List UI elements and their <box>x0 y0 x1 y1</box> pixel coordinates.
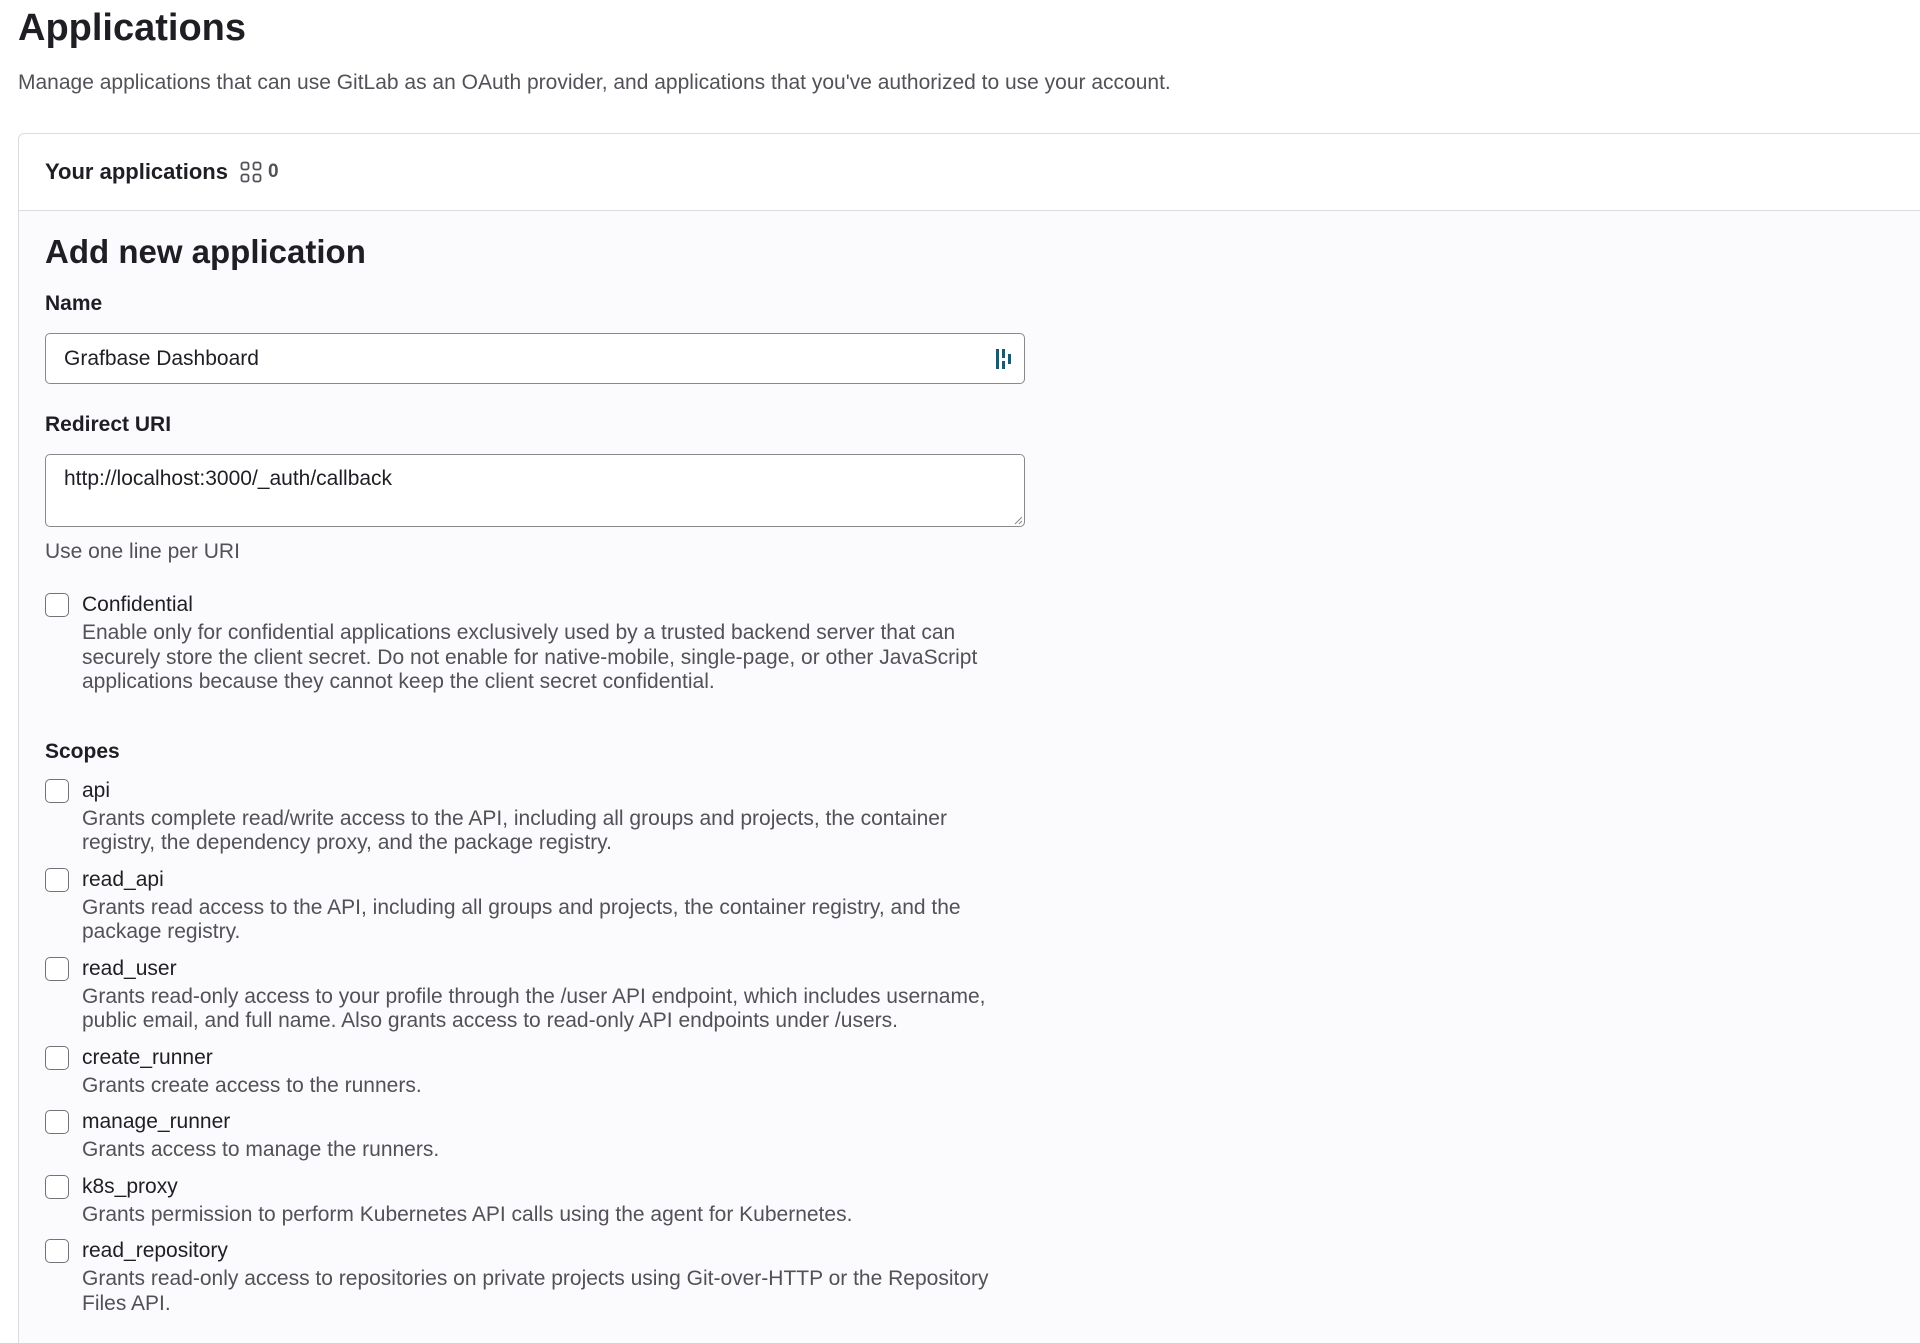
scope-help: Grants permission to perform Kubernetes API calls using the agent for Kubernetes. <box>82 1202 853 1226</box>
confidential-option <box>45 589 1920 695</box>
redirect-uri-help: Use one line per URI <box>45 540 240 563</box>
name-label: Name <box>45 292 103 315</box>
page-description: Manage applications that can use GitLab as an OAuth provider, and applications that you've authorized to use your account. <box>18 71 1171 94</box>
scope-item-api <box>45 775 1920 856</box>
scope-item-read-repository <box>45 1235 1920 1316</box>
password-manager-icon[interactable] <box>994 347 1016 371</box>
scope-checkbox-api[interactable] <box>45 779 69 803</box>
scope-label[interactable]: create_runner <box>82 1045 213 1069</box>
scope-checkbox-read-api[interactable] <box>45 868 69 892</box>
scope-label[interactable]: read_user <box>82 956 177 980</box>
scope-help: Grants access to manage the runners. <box>82 1138 440 1161</box>
scopes-list <box>45 775 1920 1317</box>
scope-checkbox-k8s-proxy[interactable] <box>45 1175 69 1199</box>
applications-card <box>18 133 1920 1343</box>
confidential-checkbox[interactable] <box>45 593 69 617</box>
scope-label[interactable]: read_repository <box>82 1239 228 1262</box>
scope-help: Grants read access to the API, including all groups and projects, the container registry, and the package registry. <box>82 895 961 943</box>
applications-count-badge <box>240 161 279 183</box>
add-application-title: Add new application <box>45 233 366 270</box>
redirect-uri-value: http://localhost:3000/_auth/callback <box>64 467 393 490</box>
scope-checkbox-read-repository[interactable] <box>45 1239 69 1263</box>
scope-item-read-user <box>45 953 1920 1034</box>
scope-label[interactable]: read_api <box>82 867 164 891</box>
scope-label[interactable]: manage_runner <box>82 1110 231 1133</box>
resize-grip-icon[interactable] <box>1013 515 1023 525</box>
scope-help: Grants read-only access to repositories on private projects using Git-over-HTTP or the Repository Files API. <box>82 1267 989 1315</box>
scope-help: Grants complete read/write access to the API, including all groups and projects, the container registry, the dependency proxy, and the package registry. <box>82 806 947 854</box>
scope-label[interactable]: k8s_proxy <box>82 1174 178 1198</box>
name-input[interactable] <box>45 333 1025 384</box>
confidential-help: Enable only for confidential applications exclusively used by a trusted backend server that can securely store the client secret. Do not enable for native-mobile, single-page, or other JavaScript applications because they cannot keep the client secret confidential. <box>82 621 978 693</box>
scope-checkbox-read-user[interactable] <box>45 957 69 981</box>
scope-item-manage-runner <box>45 1106 1920 1163</box>
confidential-label[interactable]: Confidential <box>82 593 193 616</box>
scopes-label: Scopes <box>45 739 120 763</box>
add-application-form <box>19 211 1920 1316</box>
scope-item-k8s-proxy <box>45 1171 1920 1228</box>
scope-item-read-api <box>45 864 1920 945</box>
scope-checkbox-manage-runner[interactable] <box>45 1110 69 1134</box>
applications-icon <box>240 161 262 183</box>
scope-label[interactable]: api <box>82 778 111 802</box>
card-header <box>19 134 1920 211</box>
your-applications-title: Your applications <box>45 159 228 184</box>
name-input-value: Grafbase Dashboard <box>64 346 259 370</box>
redirect-uri-textarea[interactable] <box>45 454 1025 527</box>
scope-help: Grants read-only access to your profile through the /user API endpoint, which includes username, public email, and full name. Also grants access to read-only API endpoints under /users. <box>82 984 986 1032</box>
redirect-uri-label: Redirect URI <box>45 413 172 436</box>
scope-help: Grants create access to the runners. <box>82 1073 422 1097</box>
scope-checkbox-create-runner[interactable] <box>45 1046 69 1070</box>
scope-item-create-runner <box>45 1042 1920 1099</box>
page-title: Applications <box>18 7 247 49</box>
applications-count: 0 <box>267 161 279 182</box>
